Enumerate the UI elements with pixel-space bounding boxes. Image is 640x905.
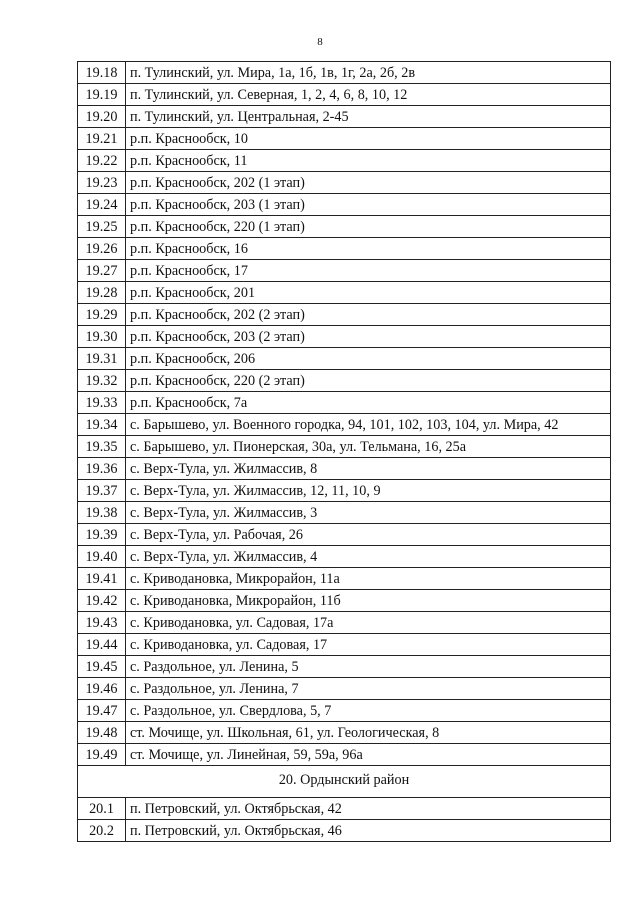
table-row [78, 414, 611, 436]
row-number: 19.36 [78, 458, 126, 480]
row-address: с. Верх-Тула, ул. Жилмассив, 4 [126, 546, 611, 568]
row-number: 19.29 [78, 304, 126, 326]
table-row [78, 700, 611, 722]
row-number: 19.43 [78, 612, 126, 634]
row-address: р.п. Краснообск, 220 (2 этап) [126, 370, 611, 392]
row-address: с. Раздольное, ул. Ленина, 7 [126, 678, 611, 700]
row-number: 19.28 [78, 282, 126, 304]
table-row [78, 326, 611, 348]
table-row [78, 106, 611, 128]
row-address: с. Криводановка, ул. Садовая, 17а [126, 612, 611, 634]
row-number: 19.46 [78, 678, 126, 700]
row-number: 19.41 [78, 568, 126, 590]
table-row [78, 282, 611, 304]
table-row [78, 480, 611, 502]
row-address: р.п. Краснообск, 202 (2 этап) [126, 304, 611, 326]
row-address: р.п. Краснообск, 16 [126, 238, 611, 260]
table-row [78, 458, 611, 480]
row-address: с. Криводановка, Микрорайон, 11б [126, 590, 611, 612]
row-number: 19.24 [78, 194, 126, 216]
row-number: 19.33 [78, 392, 126, 414]
row-address: с. Раздольное, ул. Свердлова, 5, 7 [126, 700, 611, 722]
row-address: р.п. Краснообск, 17 [126, 260, 611, 282]
row-address: ст. Мочище, ул. Линейная, 59, 59а, 96а [126, 744, 611, 766]
row-address: п. Тулинский, ул. Центральная, 2-45 [126, 106, 611, 128]
row-number: 19.31 [78, 348, 126, 370]
row-address: с. Верх-Тула, ул. Жилмассив, 3 [126, 502, 611, 524]
row-number: 19.34 [78, 414, 126, 436]
row-number: 19.25 [78, 216, 126, 238]
row-address: р.п. Краснообск, 206 [126, 348, 611, 370]
row-address: р.п. Краснообск, 10 [126, 128, 611, 150]
row-number: 19.42 [78, 590, 126, 612]
table-row [78, 62, 611, 84]
row-address: с. Криводановка, Микрорайон, 11а [126, 568, 611, 590]
row-number: 19.21 [78, 128, 126, 150]
row-number: 19.18 [78, 62, 126, 84]
row-number: 19.30 [78, 326, 126, 348]
row-address: р.п. Краснообск, 201 [126, 282, 611, 304]
table-row [78, 84, 611, 106]
table-row [78, 128, 611, 150]
row-number: 19.45 [78, 656, 126, 678]
table-row [78, 744, 611, 766]
table-row [78, 612, 611, 634]
row-address: п. Петровский, ул. Октябрьская, 46 [126, 820, 611, 842]
row-number: 19.47 [78, 700, 126, 722]
row-number: 19.49 [78, 744, 126, 766]
row-number: 19.22 [78, 150, 126, 172]
table-row [78, 238, 611, 260]
table-row [78, 590, 611, 612]
address-table [77, 61, 611, 842]
row-number: 19.39 [78, 524, 126, 546]
row-address: р.п. Краснообск, 203 (1 этап) [126, 194, 611, 216]
row-address: р.п. Краснообск, 220 (1 этап) [126, 216, 611, 238]
row-address: с. Верх-Тула, ул. Рабочая, 26 [126, 524, 611, 546]
table-row [78, 634, 611, 656]
table-row [78, 436, 611, 458]
row-number: 20.2 [78, 820, 126, 842]
table-row [78, 260, 611, 282]
table-row [78, 798, 611, 820]
row-number: 19.48 [78, 722, 126, 744]
row-address: п. Тулинский, ул. Мира, 1а, 1б, 1в, 1г, 2а, 2б, 2в [126, 62, 611, 84]
row-number: 19.26 [78, 238, 126, 260]
row-address: п. Тулинский, ул. Северная, 1, 2, 4, 6, 8, 10, 12 [126, 84, 611, 106]
row-address: с. Верх-Тула, ул. Жилмассив, 12, 11, 10, 9 [126, 480, 611, 502]
table-row [78, 568, 611, 590]
table-row [78, 304, 611, 326]
table-row [78, 678, 611, 700]
table-row [78, 370, 611, 392]
row-number: 19.44 [78, 634, 126, 656]
table-row [78, 656, 611, 678]
row-number: 19.20 [78, 106, 126, 128]
row-number: 19.19 [78, 84, 126, 106]
table-row [78, 216, 611, 238]
row-address: с. Барышево, ул. Военного городка, 94, 101, 102, 103, 104, ул. Мира, 42 [126, 414, 611, 436]
row-number: 19.27 [78, 260, 126, 282]
row-address: с. Криводановка, ул. Садовая, 17 [126, 634, 611, 656]
row-number: 20.1 [78, 798, 126, 820]
table-row [78, 172, 611, 194]
row-number: 19.35 [78, 436, 126, 458]
row-address: р.п. Краснообск, 7а [126, 392, 611, 414]
row-number: 19.38 [78, 502, 126, 524]
table-row [78, 194, 611, 216]
row-address: с. Верх-Тула, ул. Жилмассив, 8 [126, 458, 611, 480]
address-table-body [78, 62, 611, 842]
row-address: с. Барышево, ул. Пионерская, 30а, ул. Тельмана, 16, 25а [126, 436, 611, 458]
table-row [78, 502, 611, 524]
row-address: с. Раздольное, ул. Ленина, 5 [126, 656, 611, 678]
row-address: р.п. Краснообск, 203 (2 этап) [126, 326, 611, 348]
row-number: 19.32 [78, 370, 126, 392]
row-address: ст. Мочище, ул. Школьная, 61, ул. Геологическая, 8 [126, 722, 611, 744]
row-number: 19.37 [78, 480, 126, 502]
table-row [78, 392, 611, 414]
row-address: р.п. Краснообск, 11 [126, 150, 611, 172]
page-number: 8 [317, 36, 323, 48]
table-row [78, 524, 611, 546]
table-row [78, 150, 611, 172]
section-heading-row [78, 766, 611, 798]
table-row [78, 820, 611, 842]
row-address: п. Петровский, ул. Октябрьская, 42 [126, 798, 611, 820]
row-number: 19.23 [78, 172, 126, 194]
row-number: 19.40 [78, 546, 126, 568]
row-address: р.п. Краснообск, 202 (1 этап) [126, 172, 611, 194]
section-heading: 20. Ордынский район [78, 766, 611, 798]
table-row [78, 348, 611, 370]
table-row [78, 546, 611, 568]
table-row [78, 722, 611, 744]
